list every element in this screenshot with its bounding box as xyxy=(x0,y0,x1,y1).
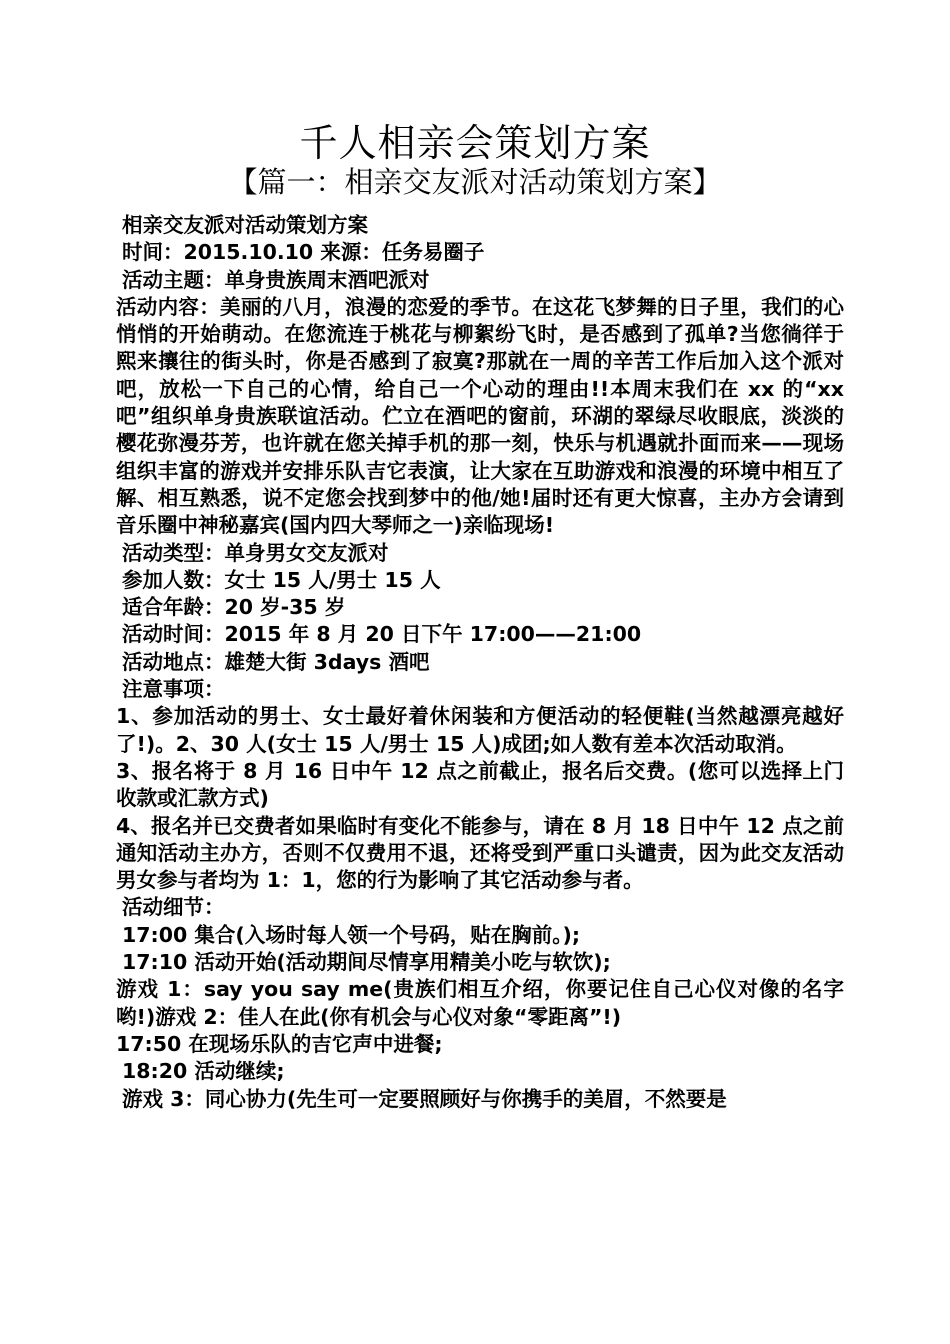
notes-heading: 注意事项： xyxy=(122,677,225,702)
activity-location: 活动地点：雄楚大街 3days 酒吧 xyxy=(122,649,430,674)
activity-content: 活动内容：美丽的八月，浪漫的恋爱的季节。在这花飞梦舞的日子里，我们的心悄悄的开始萌动。在您流连于桃花与柳絮纷飞时，是否感到了孤单?当您徜徉于熙来攘往的街头时，你是否感到了寂寞?那就在一周的辛苦工作后加入这个派对吧，放松一下自己的心情，给自己一个心动的理由!!本周末我们在 xx 的“xx 吧”组织单身贵族联谊活动。伫立在酒吧的窗前，环湖的翠绿尽收眼底，淡淡的樱花弥漫芬芳，也许就在您关掉手机的那一刻，快乐与机遇就扑面而来——现场组织丰富的游戏并安排乐队吉它表演，让大家在互助游戏和浪漫的环境中相互了解、相互熟悉，说不定您会找到梦中的他/她!届时还有更大惊喜，主办方会请到音乐圈中神秘嘉宾(国内四大琴师之一)亲临现场! xyxy=(116,294,844,538)
activity-type: 活动类型：单身男女交友派对 xyxy=(122,540,389,565)
schedule-item: 17:50 在现场乐队的吉它声中进餐; xyxy=(116,1031,443,1056)
time-source-line: 时间：2015.10.10 来源：任务易圈子 xyxy=(122,240,485,265)
document-title: 千人相亲会策划方案 xyxy=(299,121,651,165)
activity-theme: 活动主题：单身贵族周末酒吧派对 xyxy=(122,267,430,292)
game-description: 游戏 1：say you say me(贵族们相互介绍，你要记住自己心仪对像的名字哟!)游戏 2：佳人在此(你有机会与心仪对象“零距离”!) xyxy=(116,977,844,1029)
schedule-item: 17:10 活动开始(活动期间尽情享用精美小吃与软饮); xyxy=(122,950,611,975)
details-heading: 活动细节： xyxy=(122,895,225,920)
schedule-item: 18:20 活动继续; xyxy=(122,1059,285,1084)
note-item-1: 1、参加活动的男士、女士最好着休闲装和方便活动的轻便鞋(当然越漂亮越好了!)。2、30 人(女士 15 人/男士 15 人)成团;如人数有差本次活动取消。 xyxy=(116,704,844,756)
document-subtitle: 【篇一：相亲交友派对活动策划方案】 xyxy=(228,165,722,199)
note-item-4: 4、报名并已交费者如果临时有变化不能参与，请在 8 月 18 日中午 12 点之前通知活动主办方，否则不仅费用不退，还将受到严重口头谴责，因为此交友活动男女参与者均为 1：1，您的行为影响了其它活动参与者。 xyxy=(116,813,844,893)
schedule-item: 17:00 集合(入场时每人领一个号码，贴在胸前。); xyxy=(122,922,581,947)
document-body xyxy=(116,212,844,1113)
note-item-3: 3、报名将于 8 月 16 日中午 12 点之前截止，报名后交费。(您可以选择上门收款或汇款方式) xyxy=(116,758,844,811)
section-heading: 相亲交友派对活动策划方案 xyxy=(122,213,368,237)
activity-time: 活动时间：2015 年 8 月 20 日下午 17:00——21:00 xyxy=(122,622,642,647)
age-range: 适合年龄：20 岁-35 岁 xyxy=(122,595,346,620)
participant-count: 参加人数：女士 15 人/男士 15 人 xyxy=(122,567,441,592)
game-description: 游戏 3：同心协力(先生可一定要照顾好与你携手的美眉，不然要是 xyxy=(122,1086,727,1111)
